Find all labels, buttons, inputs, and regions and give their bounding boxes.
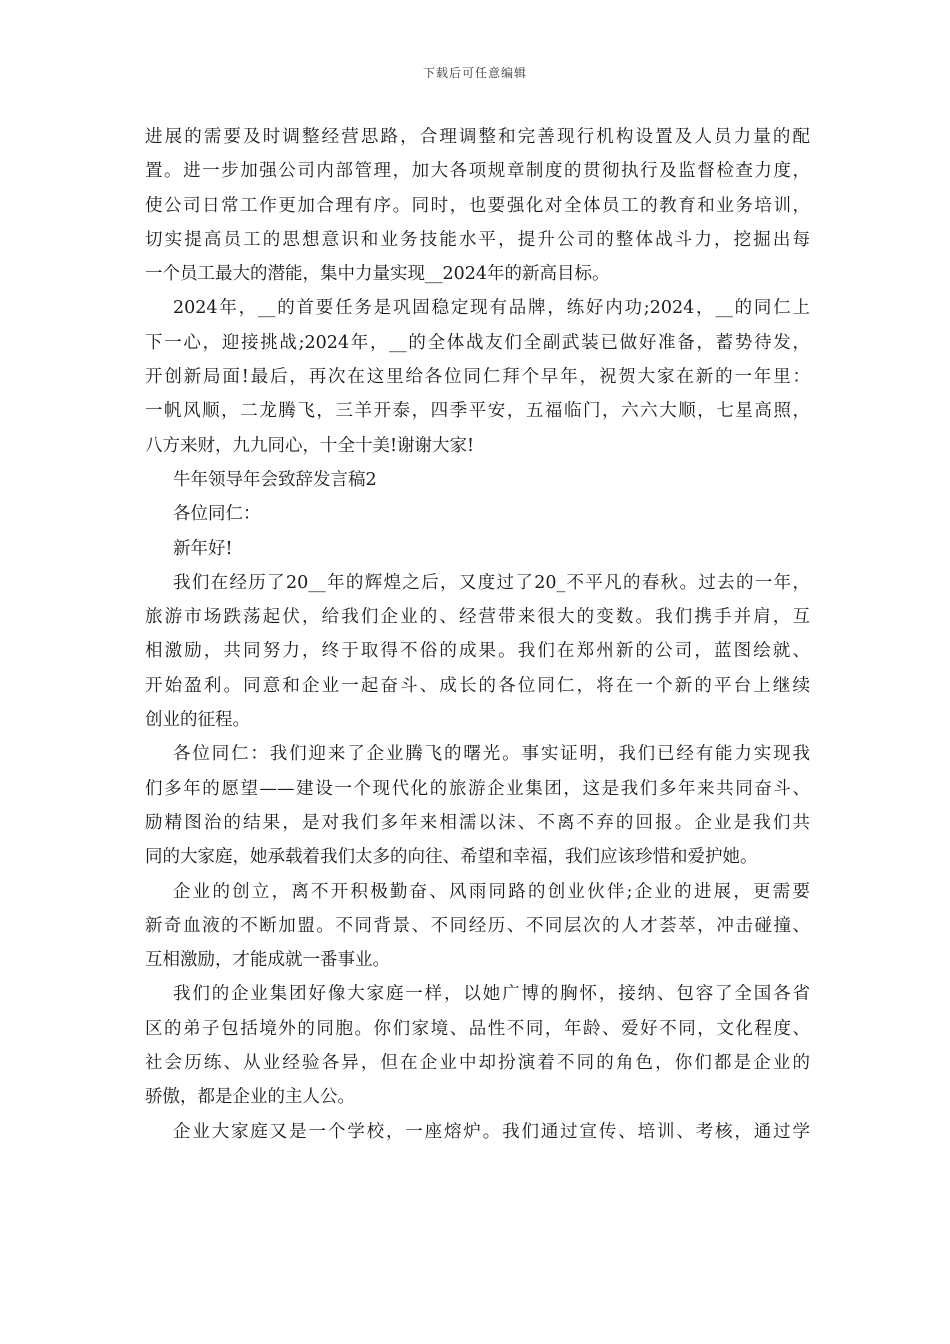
body-text (145, 120, 810, 1149)
text-line: 2024年，__的首要任务是巩固稳定现有品牌，练好内功;2024，__的同仁上 (173, 298, 810, 319)
text-line: 牛年领导年会致辞发言稿2 (173, 469, 377, 490)
text-line: 励精图治的结果，是对我们多年来相濡以沫、不离不弃的回报。企业是我们共 (145, 812, 810, 833)
text-line: 企业大家庭又是一个学校，一座熔炉。我们通过宣传、培训、考核，通过学 (173, 1121, 810, 1142)
text-line: 开创新局面!最后，再次在这里给各位同仁拜个早年，祝贺大家在新的一年里： (145, 367, 810, 388)
text-line: 各位同仁：我们迎来了企业腾飞的曙光。事实证明，我们已经有能力实现我 (173, 744, 810, 765)
text-line: 使公司日常工作更加合理有序。同时，也要强化对全体员工的教育和业务培训， (145, 195, 810, 216)
text-line: 置。进一步加强公司内部管理，加大各项规章制度的贯彻执行及监督检查力度， (145, 161, 810, 182)
text-line: 互相激励，才能成就一番事业。 (145, 950, 390, 971)
text-line: 区的弟子包括境外的同胞。你们家境、品性不同，年龄、爱好不同，文化程度、 (145, 1018, 810, 1039)
text-line: 各位同仁： (173, 504, 261, 525)
header-note: 下载后可任意编辑 (422, 66, 527, 80)
text-line: 八方来财，九九同心，十全十美!谢谢大家! (145, 435, 475, 456)
text-line: 社会历练、从业经验各异，但在企业中却扮演着不同的角色，你们都是企业的 (145, 1053, 810, 1074)
text-line: 骄傲，都是企业的主人公。 (145, 1087, 355, 1108)
text-line: 开始盈利。同意和企业一起奋斗、成长的各位同仁，将在一个新的平台上继续 (145, 675, 810, 696)
text-line: 切实提高员工的思想意识和业务技能水平，提升公司的整体战斗力，挖掘出每 (145, 229, 810, 250)
text-line: 一个员工最大的潜能，集中力量实现__2024年的新高目标。 (145, 264, 610, 285)
text-line: 同的大家庭，她承载着我们太多的向往、希望和幸福，我们应该珍惜和爱护她。 (145, 847, 758, 868)
text-line: 旅游市场跌荡起伏，给我们企业的、经营带来很大的变数。我们携手并肩，互 (145, 607, 810, 628)
text-line: 我们的企业集团好像大家庭一样，以她广博的胸怀，接纳、包容了全国各省 (173, 984, 810, 1005)
text-line: 们多年的愿望——建设一个现代化的旅游企业集团，这是我们多年来共同奋斗、 (145, 778, 810, 799)
text-line: 下一心，迎接挑战;2024年，__的全体战友们全副武装已做好准备，蓄势待发， (145, 332, 810, 353)
text-line: 一帆风顺，二龙腾飞，三羊开泰，四季平安，五福临门，六六大顺，七星高照， (145, 401, 810, 422)
text-line: 新年好! (173, 538, 233, 559)
text-line: 我们在经历了20__年的辉煌之后，又度过了20_不平凡的春秋。过去的一年， (173, 572, 810, 593)
text-line: 新奇血液的不断加盟。不同背景、不同经历、不同层次的人才荟萃，冲击碰撞、 (145, 915, 810, 936)
text-line: 相激励，共同努力，终于取得不俗的成果。我们在郑州新的公司，蓝图绘就、 (145, 641, 810, 662)
text-line: 进展的需要及时调整经营思路，合理调整和完善现行机构设置及人员力量的配 (145, 127, 810, 147)
text-line: 创业的征程。 (145, 710, 250, 731)
text-line: 企业的创立，离不开积极勤奋、风雨同路的创业伙伴;企业的进展，更需要 (173, 881, 810, 902)
